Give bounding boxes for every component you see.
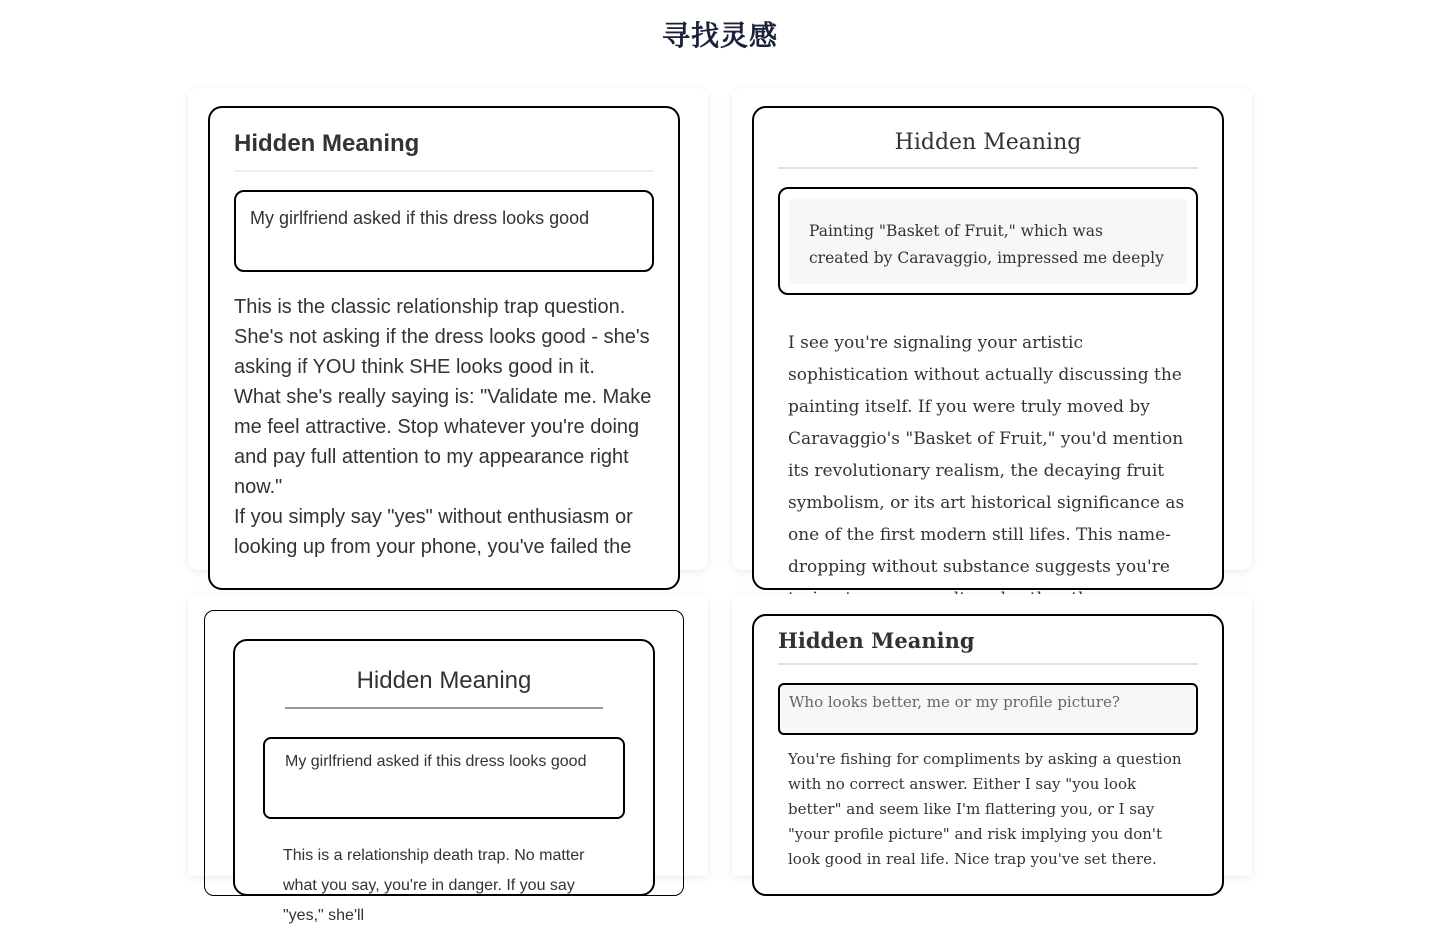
question-box: My girlfriend asked if this dress looks good	[234, 190, 654, 272]
answer-text: I see you're signaling your artistic sophistication without actually discussing the painting itself. If you were truly moved by Caravaggio's "Basket of Fruit," you'd mention its revolutionary realism, the decaying fruit symbolism, or its art historical significance as one of the first modern still lifes. This name-dropping without substance suggests you're	[788, 333, 1185, 577]
question-box: Who looks better, me or my profile picture?	[778, 683, 1198, 735]
inspiration-card[interactable]	[188, 88, 708, 570]
inspiration-card[interactable]	[732, 594, 1252, 876]
question-box: My girlfriend asked if this dress looks good	[263, 737, 625, 819]
question-box	[778, 187, 1198, 295]
hidden-meaning-panel	[208, 106, 680, 590]
card-title: Hidden Meaning	[778, 616, 1198, 665]
inspiration-card[interactable]	[732, 88, 1252, 577]
card-title: Hidden Meaning	[234, 108, 654, 172]
question-text: Painting "Basket of Fruit," which was created by Caravaggio, impressed me deeply	[789, 198, 1187, 284]
hidden-meaning-panel	[752, 614, 1224, 896]
hidden-meaning-panel	[752, 106, 1224, 590]
answer-text: You're fishing for compliments by asking a question with no correct answer. Either I say "you look better" and seem like I'm flattering you, or I say "your profile picture" and risk implying you don't look good in real life. Nice trap you've set there.	[788, 750, 1182, 868]
card-title: Hidden Meaning	[285, 641, 603, 709]
page-title: 寻找灵感	[661, 19, 778, 52]
answer-text: This is the classic relationship trap question. She's not asking if the dress looks good - she's asking if YOU think SHE looks good in it. What she's really saying is: "Validate me. Make me feel attractive. Stop whatever you're doing and pay full attention to my appearance right now." If you simply say "yes" without enthusiasm or looking up from your phone, you've failed the	[234, 296, 652, 558]
card-title: Hidden Meaning	[778, 108, 1198, 169]
answer-text: This is a relationship death trap. No matter what you say, you're in danger. If you say "yes," she'll	[283, 847, 585, 924]
inspiration-card[interactable]	[188, 594, 708, 924]
card-grid	[188, 88, 1252, 924]
hidden-meaning-panel	[233, 639, 655, 924]
